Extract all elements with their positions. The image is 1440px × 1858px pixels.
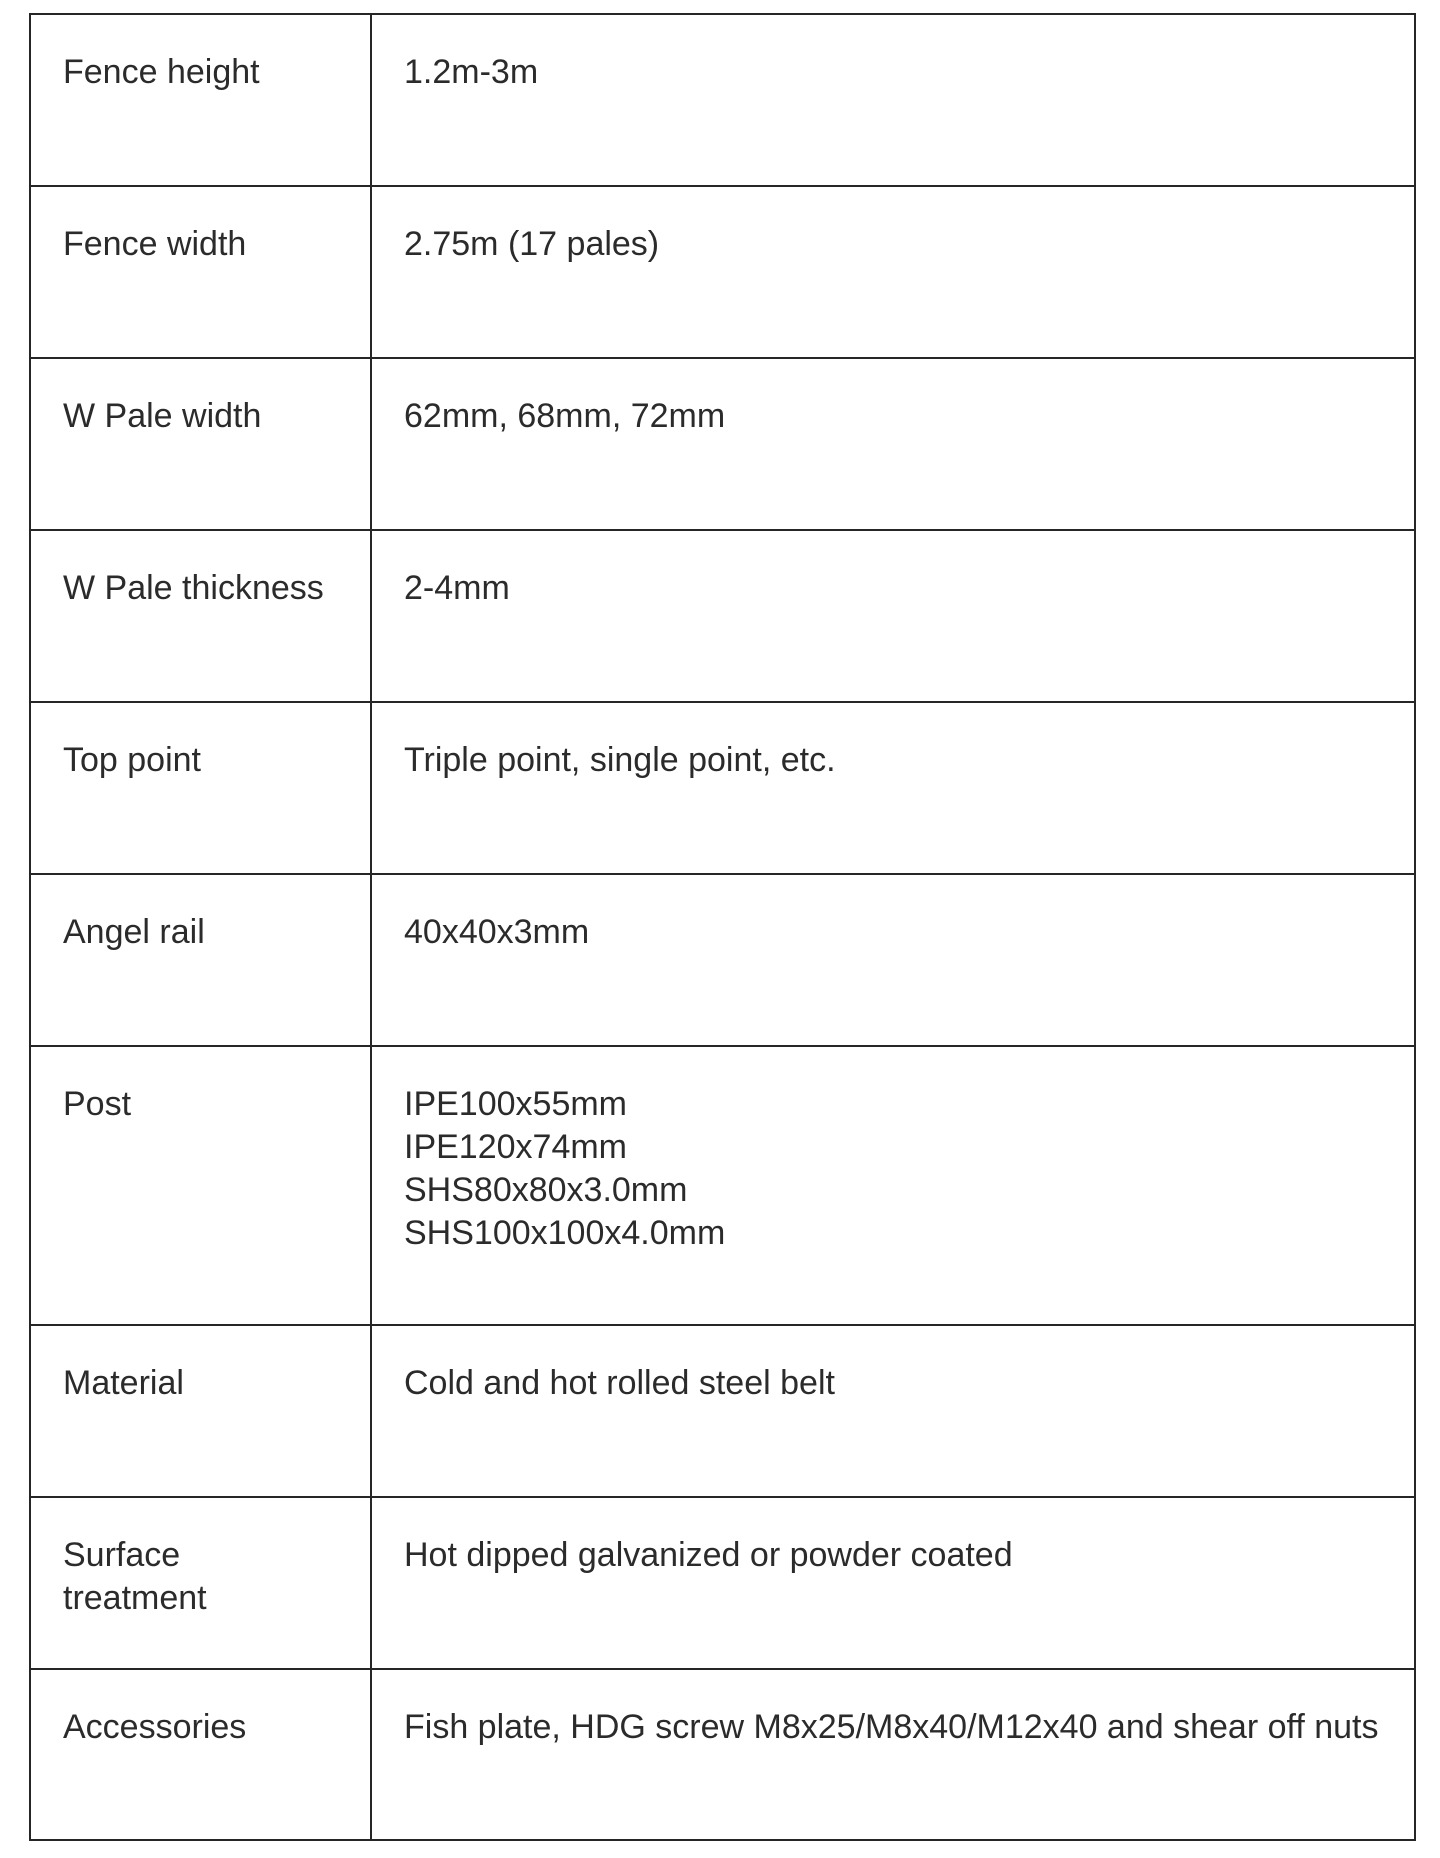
spec-label: Surface treatment [30, 1497, 371, 1669]
table-row [30, 1497, 1415, 1669]
spec-table [29, 13, 1416, 1841]
spec-label: Fence width [30, 186, 371, 358]
spec-label: Post [30, 1046, 371, 1325]
spec-value: 1.2m-3m [371, 14, 1415, 186]
table-row [30, 1046, 1415, 1325]
spec-label: W Pale width [30, 358, 371, 530]
spec-value: 2-4mm [371, 530, 1415, 702]
spec-label: Angel rail [30, 874, 371, 1046]
table-row [30, 14, 1415, 186]
table-row [30, 530, 1415, 702]
spec-value: Triple point, single point, etc. [371, 702, 1415, 874]
spec-value: Hot dipped galvanized or powder coated [371, 1497, 1415, 1669]
spec-value-line: IPE100x55mm [404, 1085, 627, 1123]
spec-label: Material [30, 1325, 371, 1497]
spec-value-line: SHS80x80x3.0mm [404, 1171, 688, 1209]
table-row [30, 186, 1415, 358]
spec-value: Fish plate, HDG screw M8x25/M8x40/M12x40 and shear off nuts [371, 1669, 1415, 1840]
table-row [30, 358, 1415, 530]
table-row [30, 1325, 1415, 1497]
spec-label: W Pale thickness [30, 530, 371, 702]
spec-label: Fence height [30, 14, 371, 186]
spec-value: 2.75m (17 pales) [371, 186, 1415, 358]
spec-value: 62mm, 68mm, 72mm [371, 358, 1415, 530]
table-row [30, 702, 1415, 874]
spec-value: Cold and hot rolled steel belt [371, 1325, 1415, 1497]
spec-value: 40x40x3mm [371, 874, 1415, 1046]
spec-value-line: SHS100x100x4.0mm [404, 1214, 726, 1252]
spec-value [371, 1046, 1415, 1325]
table-row [30, 1669, 1415, 1840]
spec-value-line: IPE120x74mm [404, 1128, 627, 1166]
spec-label: Accessories [30, 1669, 371, 1840]
table-row [30, 874, 1415, 1046]
spec-label: Top point [30, 702, 371, 874]
